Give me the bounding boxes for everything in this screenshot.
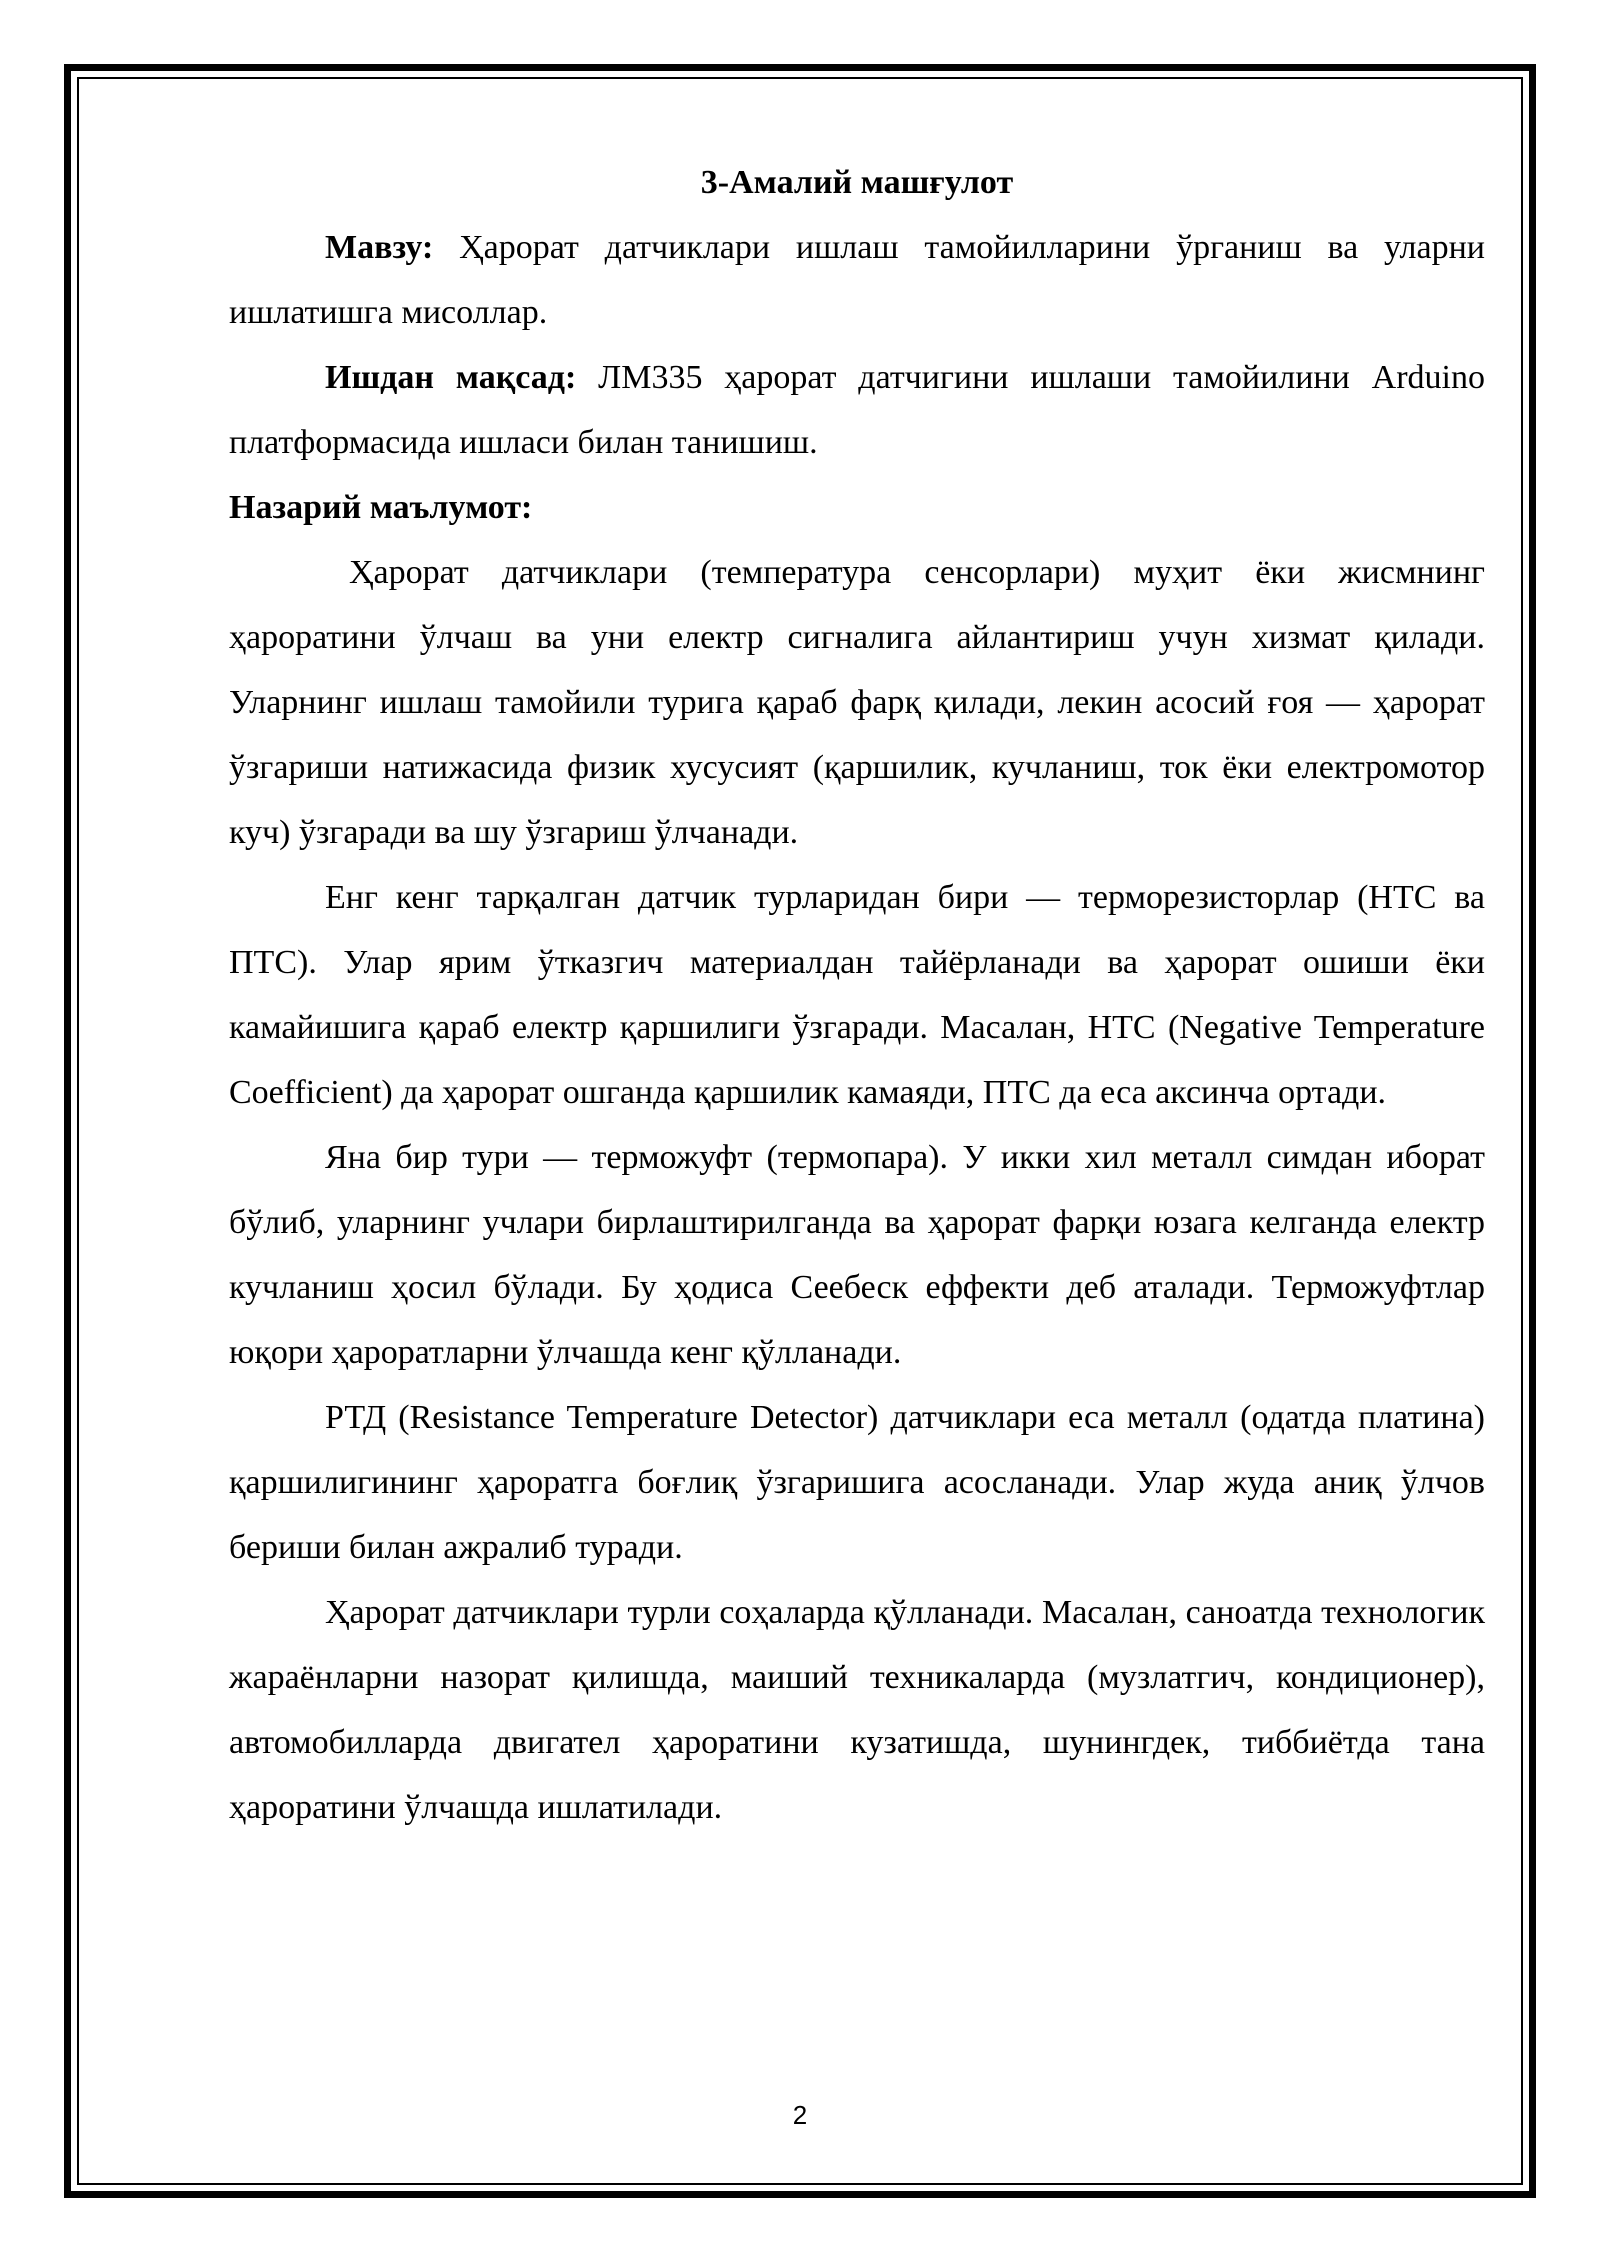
topic-text: Ҳарорат датчиклари ишлаш тамойилларини ўрганиш ва уларни ишлатишга мисоллар. bbox=[229, 229, 1485, 331]
document-title: 3-Амалий машғулот bbox=[700, 164, 1014, 201]
body-paragraph: Яна бир тури — терможуфт (термопара). У икки хил металл симдан иборат бўлиб, уларнинг учлари бирлаштирилганда ва ҳарорат фарқи юзага келганда електр кучланиш ҳосил бўлади. Бу ҳодиса Сеебеск еффекти деб аталади. Терможуфтлар юқори ҳароратларни ўлчашда кенг қўлланади. bbox=[229, 1139, 1485, 1371]
body-paragraph: РТД (Resistance Temperature Detector) датчиклари еса металл (одатда платина) қаршилигининг ҳароратга боғлиқ ўзгаришига асосланади. Улар жуда аниқ ўлчов бериши билан ажралиб туради. bbox=[229, 1399, 1485, 1566]
goal-label: Ишдан мақсад: bbox=[325, 359, 577, 396]
document-body bbox=[229, 150, 1485, 1840]
theory-heading: Назарий маълумот: bbox=[229, 489, 533, 526]
goal-paragraph bbox=[229, 345, 1485, 475]
topic-label: Мавзу: bbox=[325, 229, 434, 266]
body-paragraph: Ҳарорат датчиклари (температура сенсорлари) муҳит ёки жисмнинг ҳароратини ўлчаш ва уни електр сигналига айлантириш учун хизмат қилади. Уларнинг ишлаш тамойили турига қараб фарқ қилади, лекин асосий ғоя — ҳарорат ўзгариши натижасида физик хусусият (қаршилик, кучланиш, ток ёки електромотор куч) ўзгаради ва шу ўзгариш ўлчанади. bbox=[229, 554, 1485, 851]
topic-paragraph bbox=[229, 215, 1485, 345]
goal-text: ЛМ335 ҳарорат датчигини ишлаши тамойилини Arduino платформасида ишласи билан танишиш. bbox=[229, 359, 1485, 461]
body-paragraph: Енг кенг тарқалган датчик турларидан бири — терморезисторлар (НТС ва ПТС). Улар ярим ўтказгич материалдан тайёрланади ва ҳарорат ошиши ёки камайишига қараб електр қаршилиги ўзгаради. Масалан, НТС (Negative Temperature Coefficient) да ҳарорат ошганда қаршилик камаяди, ПТС да еса аксинча ортади. bbox=[229, 879, 1485, 1111]
body-paragraph: Ҳарорат датчиклари турли соҳаларда қўлланади. Масалан, саноатда технологик жараёнларни назорат қилишда, маиший техникаларда (музлатгич, кондиционер), автомобилларда двигател ҳароратини кузатишда, шунингдек, тиббиётда тана ҳароратини ўлчашда ишлатилади. bbox=[229, 1594, 1485, 1826]
page-number: 2 bbox=[792, 2100, 808, 2130]
